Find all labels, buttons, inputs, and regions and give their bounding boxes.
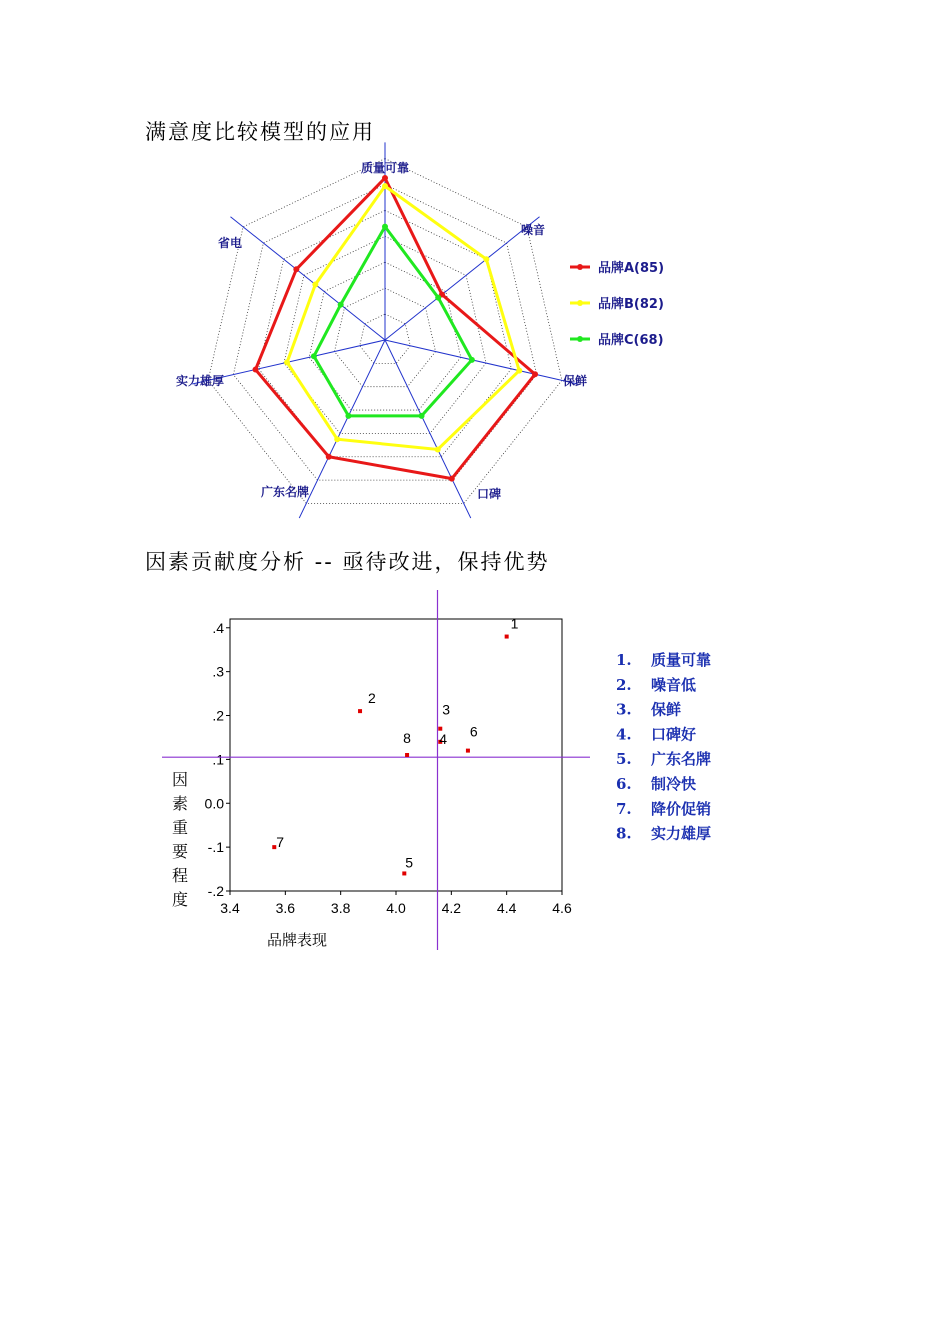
y-tick-label: -.2 <box>207 883 224 899</box>
radar-axis-label: 口碑 <box>476 487 502 501</box>
factor-legend-name: 实力雄厚 <box>651 824 712 843</box>
point-label: 5 <box>405 854 414 871</box>
x-tick-label: 4.4 <box>496 900 517 916</box>
y-axis-label-char: 度 <box>171 890 189 909</box>
legend-label: 品牌A(85) <box>598 261 665 276</box>
point-label: 3 <box>442 701 451 718</box>
y-axis-label-char: 程 <box>171 866 189 885</box>
factor-legend-name: 广东名牌 <box>651 750 712 769</box>
point-label: 8 <box>403 730 411 746</box>
factor-legend-number: 6. <box>616 775 632 793</box>
x-tick-label: 4.2 <box>441 900 462 916</box>
point-label: 2 <box>368 690 376 707</box>
legend-label: 品牌C(68) <box>598 333 664 348</box>
factor-legend-number: 2. <box>616 675 632 694</box>
y-tick-label: .3 <box>212 663 224 680</box>
y-axis-label-char: 因 <box>171 770 189 789</box>
scatter-point <box>405 753 409 757</box>
factor-legend-name: 降价促销 <box>651 799 712 818</box>
y-tick-label: .4 <box>212 619 224 636</box>
plot-frame <box>230 619 562 891</box>
radar-axis-label: 广东名牌 <box>260 485 310 499</box>
factor-legend-name: 质量可靠 <box>651 651 712 669</box>
scatter-point <box>358 709 362 713</box>
y-axis-label-char: 素 <box>171 794 189 813</box>
x-tick-label: 4.0 <box>386 900 406 916</box>
factor-legend-number: 3. <box>616 700 632 719</box>
x-tick-label: 4.6 <box>552 900 572 916</box>
y-tick-label: 0.0 <box>204 795 224 812</box>
factor-legend-number: 4. <box>616 725 632 744</box>
x-tick-label: 3.6 <box>275 900 296 916</box>
factor-legend-name: 口碑好 <box>651 725 697 744</box>
radar-section-title: 满意度比较模型的应用 <box>145 120 375 144</box>
point-label: 6 <box>469 723 478 740</box>
factor-legend-name: 保鲜 <box>651 700 682 719</box>
point-label: 1 <box>510 615 519 632</box>
scatter-point <box>402 871 406 875</box>
radar-axis-label: 噪音 <box>520 223 546 237</box>
y-tick-label: -.1 <box>207 839 224 856</box>
factor-legend-name: 制冷快 <box>651 775 697 793</box>
radar-axis-label: 质量可靠 <box>360 161 410 175</box>
y-tick-label: .1 <box>212 751 224 768</box>
point-label: 4 <box>439 730 448 747</box>
factor-legend-number: 8. <box>616 824 632 843</box>
factor-legend-name: 噪音低 <box>651 675 697 694</box>
x-tick-label: 3.4 <box>220 900 240 916</box>
radar-axis-label: 实力雄厚 <box>175 374 225 388</box>
factor-legend-number: 5. <box>616 750 632 769</box>
y-tick-label: .2 <box>212 707 224 724</box>
x-tick-label: 3.8 <box>330 900 351 916</box>
x-axis-label: 品牌表现 <box>266 931 328 949</box>
y-axis-label-char: 要 <box>171 842 189 861</box>
legend-label: 品牌B(82) <box>598 297 664 312</box>
scatter-section-title: 因素贡献度分析 -- 亟待改进，保持优势 <box>145 550 550 574</box>
radar-axis-label: 省电 <box>217 236 243 250</box>
scatter-point <box>505 635 509 639</box>
factor-legend-number: 1. <box>616 651 632 669</box>
point-label: 7 <box>276 834 285 851</box>
scatter-point <box>466 749 470 753</box>
y-axis-label-char: 重 <box>171 818 189 837</box>
radar-axis-label: 保鲜 <box>562 374 588 388</box>
factor-legend-number: 7. <box>616 799 632 818</box>
